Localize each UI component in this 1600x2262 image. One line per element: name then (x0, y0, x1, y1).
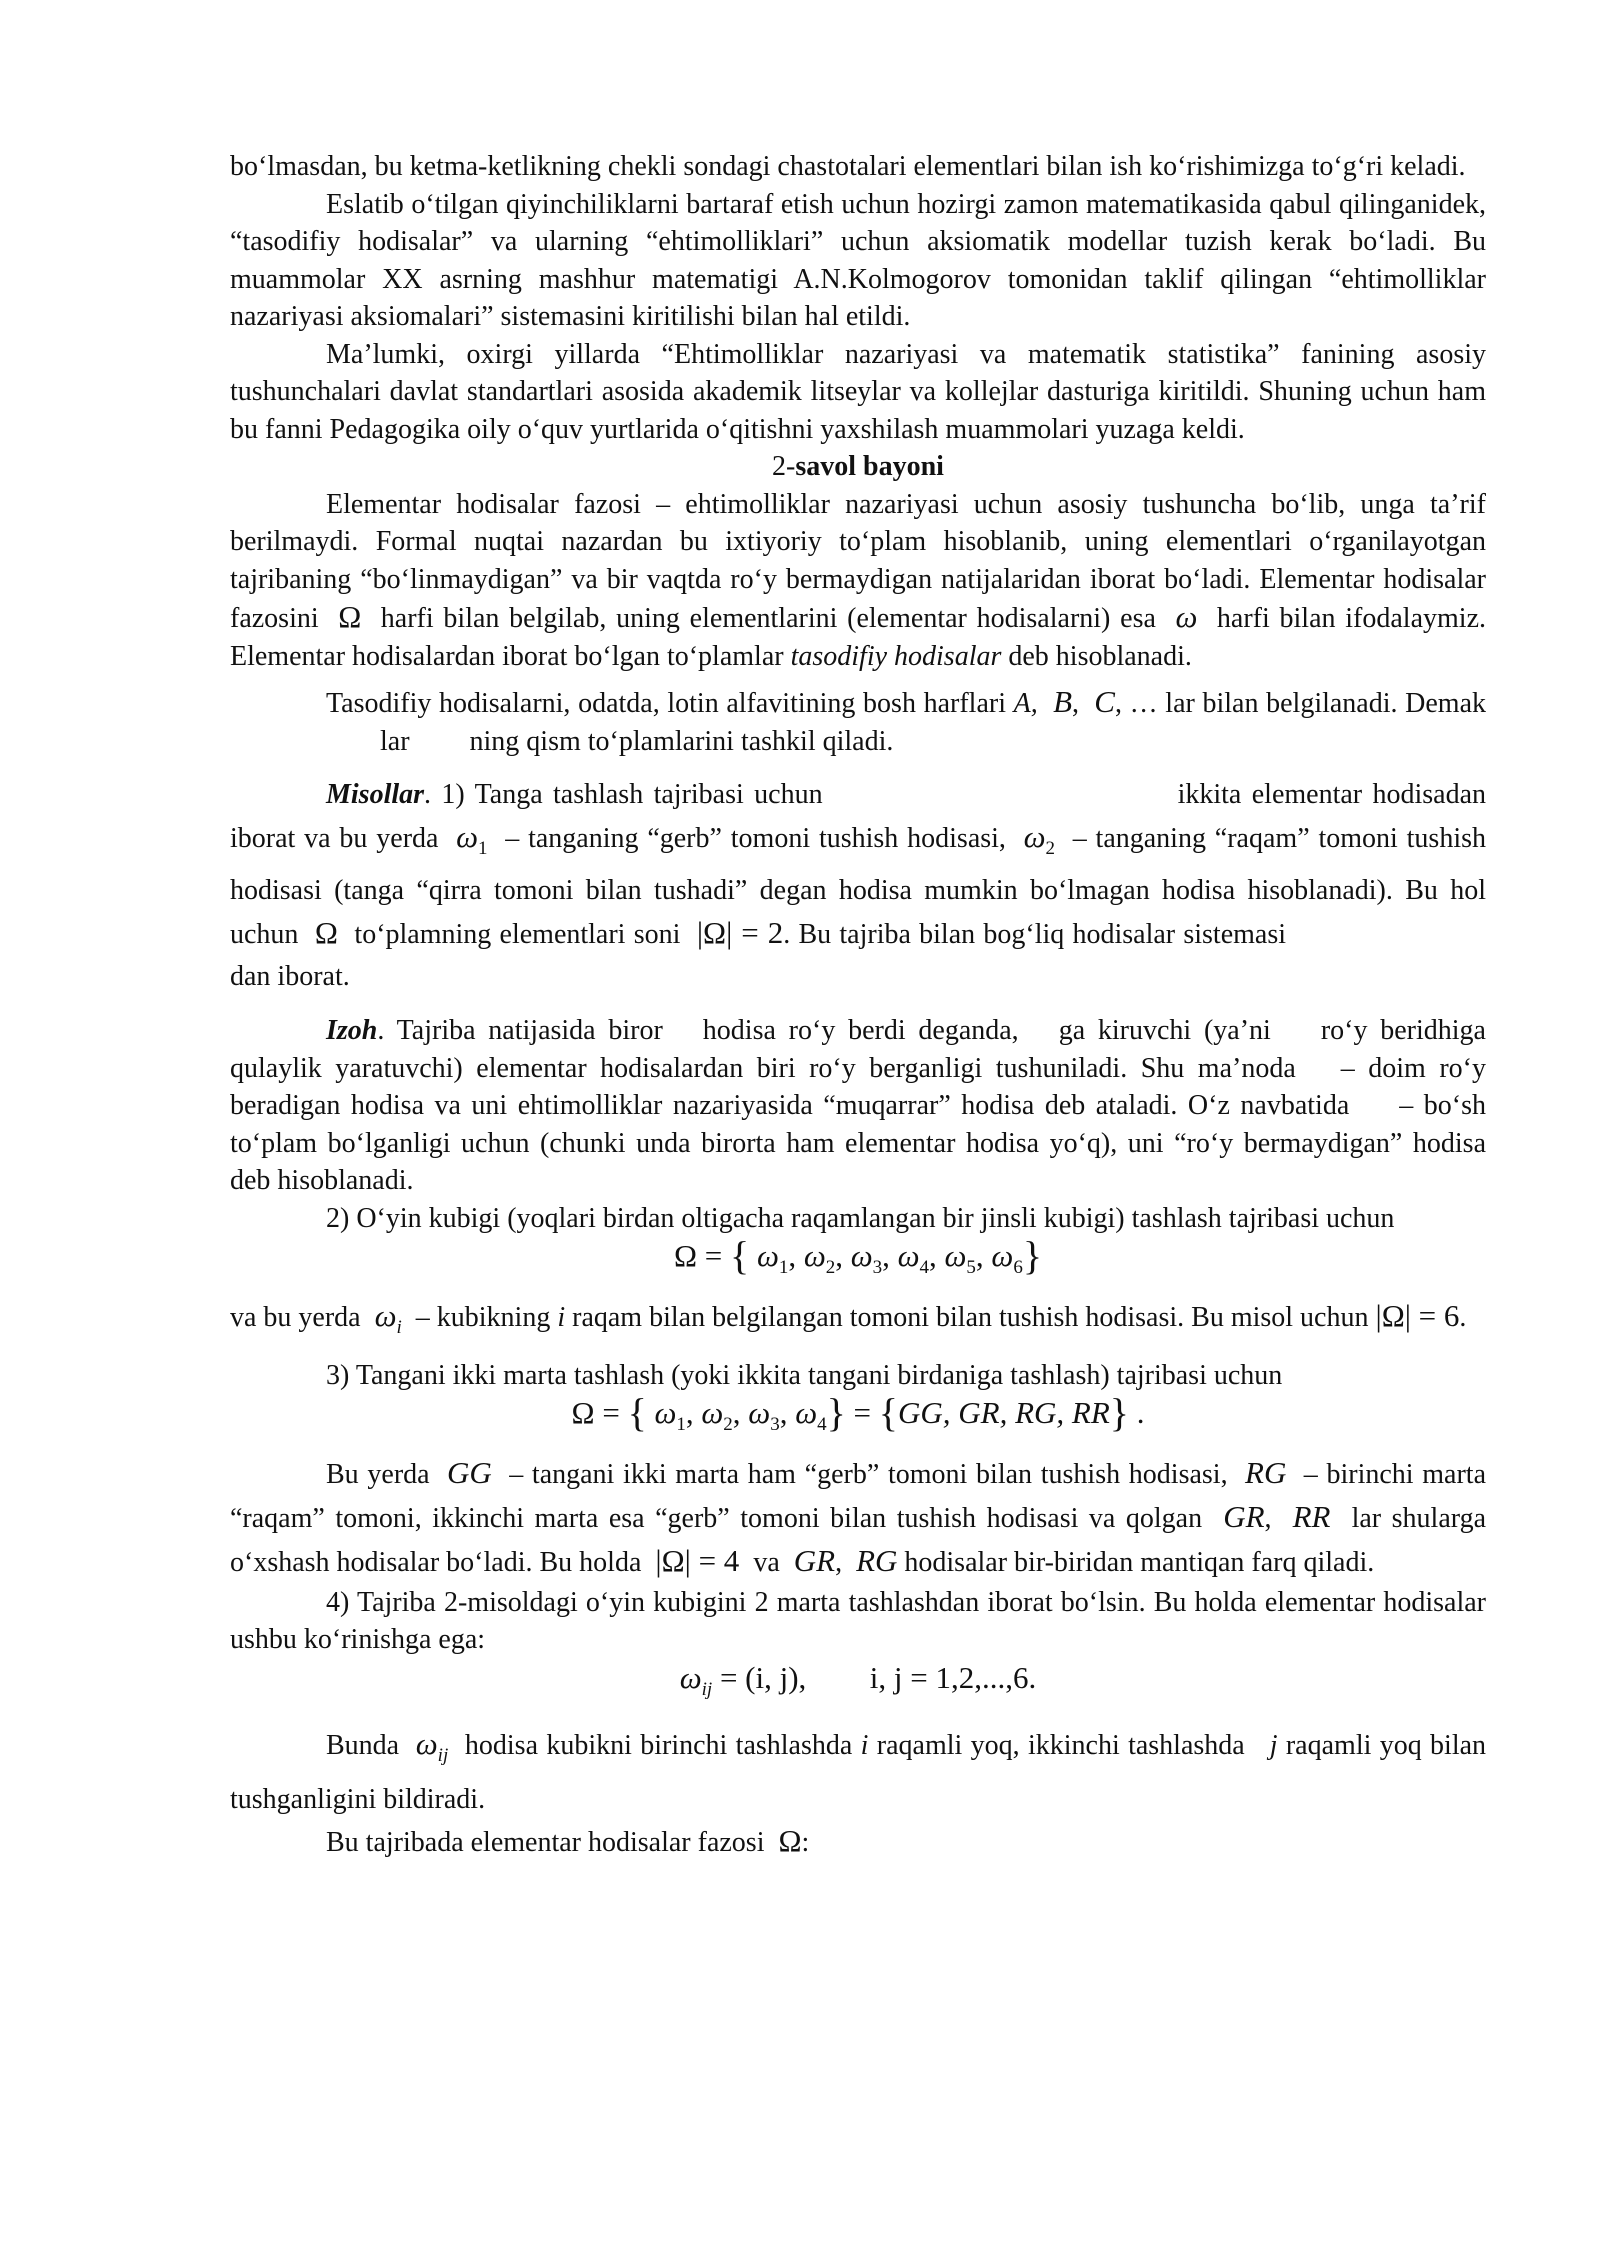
ex4-text-b: Bunda (326, 1730, 400, 1761)
paragraph-example-2b: va bu yerda $\omega_i$ – kubikning i raqam bilan belgilangan tomoni bilan tushish hodisasi. Bu misol uchun |Ω| = 6. (230, 1297, 1467, 1338)
paragraph-example-3: 3) Tangani ikki marta tashlash (yoki ikkita tangani birdaniga tashlash) tajribasi uchun (326, 1359, 1283, 1391)
cardinality-2: |Ω| = 2 (696, 915, 784, 950)
gr-symbol: GR (1223, 1498, 1265, 1534)
omega1-symbol: ω (456, 819, 479, 854)
index-j: j (1269, 1730, 1278, 1761)
ex3-text-d: – birinchi marta “raqam” tomoni, ikkinchi marta esa “gerb” tomoni bilan tushish hodisasi va qolgan (230, 1458, 1487, 1534)
ex3-text-e: lar shularga o‘xshash hodisalar bo‘ladi. Bu holda (230, 1502, 1487, 1578)
omega-ij-sub-2: ij (437, 1745, 449, 1766)
ex4-text-d: raqamli yoq, ikkinchi tashlashda (876, 1730, 1245, 1761)
izoh-text-b: hodisa ro‘y berdi deganda, (702, 1015, 1019, 1046)
rr-symbol: RR (1292, 1498, 1331, 1534)
paragraph-3: Ma’lumki, oxirgi yillarda “Ehtimolliklar nazariyasi va matematik statistika” fanining asosiy tushunchalari davlat standartlari asosida akademik litseylar va kollejlar dasturiga kiritildi. Shuning uchun ham bu fanni Pedagogika oily o‘quv yurtlarida o‘qitishni yaxshilash muammolari yuzaga keldi. (230, 338, 1486, 445)
ex4-text-c: hodisa kubikni birinchi tashlashda (464, 1730, 853, 1761)
ex4-text-e: raqamli yoq bilan tushganligini bildiradi. (230, 1730, 1487, 1815)
omega-symbol-2: Ω (314, 915, 338, 950)
paragraph-examples-1: Misollar. 1) Tanga tashlash tajribasi uchun ikkita elementar hodisadan iborat va bu yerda $\omega_1$ – tanganing “gerb” tomoni tushish hodisasi, $\omega_2$ – tanganing “raqam” tomoni tushish hodisasi (tanga “qirra tomoni bilan tushadi” degan hodisa mumkin bo‘lmagan hodisa hisoblanadi). Bu hol uchun Ω to‘plamning elementlari soni |Ω| = 2. Bu tajriba bilan bog‘liq hodisalar sistemasidan iborat. (230, 779, 1487, 992)
paragraph-example-4b: Bunda $\omega_{ij}$ hodisa kubikni birinchi tashlashda i raqamli yoq, ikkinchi tashlashda j raqamli yoq bilan tushganligini bildiradi. (230, 1726, 1487, 1815)
izoh-label: Izoh (326, 1015, 378, 1046)
ex1-text-f: Bu tajriba bilan bog‘liq hodisalar sistemasi (798, 919, 1287, 950)
ex3-text-g: hodisalar bir-biridan mantiqan farq qiladi. (904, 1546, 1375, 1578)
ex1-text-a: 1) Tanga tashlash tajribasi uchun (441, 779, 823, 810)
omega1-sub: 1 (478, 838, 488, 859)
examples-label: Misollar (326, 779, 425, 810)
izoh-text-f: – bo‘sh to‘plam bo‘lganligi uchun (chunki unda birorta ham elementar hodisa yo‘q), uni “ro‘y bermaydigan” hodisa deb hisoblanadi. (230, 1090, 1486, 1196)
letter-dots: , … (1114, 688, 1158, 719)
paragraph-1: bo‘lmasdan, bu ketma-ketlikning chekli sondagi chastotalari elementlari bilan ish ko‘rishimizga to‘g‘ri keladi. (230, 151, 1466, 182)
paragraph-izoh: Izoh. Tajriba natijasida biror hodisa ro‘y berdi deganda, ga kiruvchi (ya’ni ro‘y beridhiga qulaylik yaratuvchi) elementar hodisalardan biri ro‘y berganligi tushuniladi. Shu ma’noda – doim ro‘y beradigan hodisa va uni ehtimolliklar nazariyasida “muqarrar” hodisa deb ataladi. O‘z navbatida – bo‘sh to‘plam bo‘lganligi uchun (chunki unda birorta ham elementar hodisa yo‘q), uni “ro‘y bermaydigan” hodisa deb hisoblanadi. (230, 1015, 1486, 1196)
ex1-text-g: dan iborat. (230, 961, 350, 992)
ex2-text-c: – kubikning (415, 1301, 551, 1333)
letter-c: C (1094, 684, 1115, 719)
paragraph-last: Bu tajribada elementar hodisalar fazosi Ω: (326, 1823, 810, 1858)
equation-omega-six: Ω = { $\omega_1$, $\omega_2$, $\omega_3$, $\omega_4$, $\omega_5$, $\omega_6$} (673, 1233, 1043, 1278)
p4-text-b: harfi bilan belgilab, uning elementlarini (elementar hodisalarni) esa (380, 603, 1156, 634)
izoh-text-e: – doim ro‘y beradigan hodisa va uni ehtimolliklar nazariyasida “muqarrar” hodisa deb ataladi. O‘z navbatida (230, 1052, 1486, 1121)
p4-text-e: deb hisoblanadi. (1008, 640, 1192, 672)
p4-text-a: Elementar hodisalar fazosi – ehtimolliklar nazariyasi uchun asosiy tushuncha bo‘lib, unga ta’rif berilmaydi. Formal nuqtai nazardan bu ixtiyoriy to‘plam hisoblanib, uning elementlari o‘rganilayotgan tajribaning “bo‘linmaydigan” va bir vaqtda ro‘y bermaydigan natijalaridan iborat bo‘ladi. Elementar hodisalar fazosini (230, 488, 1486, 634)
omega-symbol-last: Ω (778, 1823, 802, 1858)
ex1-text-b: ikkita elementar hodisadan iborat va bu yerda (230, 779, 1487, 854)
paragraph-example-4: 4) Tajriba 2-misoldagi o‘yin kubigini 2 marta tashlashdan iborat bo‘lsin. Bu holda elementar hodisalar ushbu ko‘rinishga ega: (230, 1586, 1486, 1655)
ex3-text-b: Bu yerda (326, 1458, 430, 1490)
p4-text-c: harfi bilan ifodalaymiz. Elementar hodisalardan iborat bo‘lgan to‘plamlar (230, 603, 1487, 672)
ex2-text-b: va bu yerda (230, 1301, 361, 1333)
paragraph-2: Eslatib o‘tilgan qiyinchiliklarni bartaraf etish uchun hozirgi zamon matematikasida qabul qilinganidek, “tasodifiy hodisalar” va ularning “ehtimolliklari” uchun aksiomatik modellar tuzish kerak bo‘ladi. Bu muammolar XX asrning mashhur matematigi A.N.Kolmogorov tomonidan taklif qilingan “ehtimolliklar nazariyasi aksiomalari” sistemasini kiritilishi bilan hal etildi. (230, 188, 1486, 332)
set-gg: GG, GR, RG, RR (897, 1395, 1110, 1430)
omega2-symbol: ω (1023, 819, 1046, 854)
ex3-text-f: va (753, 1546, 780, 1578)
omega-i-symbol: ω (374, 1297, 397, 1333)
ex1-text-e: to‘plamning elementlari soni (354, 919, 681, 950)
paragraph-5: Tasodifiy hodisalarni, odatda, lotin alfavitining bosh harflari A, B, C, … lar bilan belgilanadi. Demaklar ning qism to‘plamlarini tashkil qiladi. (326, 684, 1487, 757)
section-heading (230, 448, 1486, 486)
omega-i-sub: i (396, 1316, 402, 1338)
ex1-text-d: – tanganing “raqam” tomoni tushish hodisasi (tanga “qirra tomoni bilan tushadi” degan hodisa mumkin bo‘lmagan hodisa hisoblanadi). Bu hol uchun (230, 823, 1486, 950)
equation-range: i, j = 1,2,...,6. (869, 1659, 1037, 1695)
izoh-text-d: ro‘y beridhiga qulaylik yaratuvchi) elementar hodisalardan biri ro‘y berganligi tushuniladi. Shu ma’noda (230, 1015, 1486, 1084)
ex2-text-d: raqam bilan belgilangan tomoni bilan tushish hodisasi. Bu misol uchun (572, 1301, 1369, 1333)
p5-text-c: lar (380, 725, 410, 757)
equation-omega-four: Ω = { $\omega_1$, $\omega_2$, $\omega_3$, $\omega_4\} = \{GG$, GR, RG, RR} . (571, 1390, 1145, 1435)
heading-number: 2- (772, 451, 796, 482)
paragraph-example-2: 2) O‘yin kubigi (yoqlari birdan oltigacha raqamlangan bir jinsli kubigi) tashlash tajribasi uchun (326, 1202, 1395, 1234)
gg-symbol: GG (447, 1454, 492, 1490)
cardinality-4: |Ω| = 4 (655, 1542, 740, 1578)
omega2-sub: 2 (1045, 838, 1056, 859)
p5-text-b: lar bilan belgilanadi. Demak (1165, 688, 1487, 719)
rg-symbol-2: RG (856, 1542, 898, 1578)
ex1-text-c: – tanganing “gerb” tomoni tushish hodisasi, (505, 823, 1006, 854)
omega-lower-symbol: ω (1175, 599, 1198, 634)
gr-symbol-2: GR (793, 1542, 836, 1578)
equation-rhs: = (i, j), (719, 1659, 807, 1695)
letter-b: B (1053, 684, 1072, 719)
document-page (230, 148, 1486, 1862)
p5-text-a: Tasodifiy hodisalarni, odatda, lotin alfavitining bosh harflari (326, 688, 1006, 719)
paragraph-example-3b: Bu yerda GG – tangani ikki marta ham “gerb” tomoni bilan tushish hodisasi, RG – birinchi marta “raqam” tomoni, ikkinchi marta esa “gerb” tomoni bilan tushish hodisasi va qolgan GR, RR lar shularga o‘xshash hodisalar bo‘ladi. Bu holda |Ω| = 4 va GR, RG hodisalar bir-biridan mantiqan farq qiladi. (230, 1454, 1487, 1578)
cardinality-6: |Ω| = 6 (1375, 1297, 1460, 1333)
paragraph-4 (230, 486, 1486, 676)
rg-symbol: RG (1245, 1454, 1287, 1490)
heading-text: savol bayoni (795, 451, 944, 482)
equation-omega-ij: $\omega_{ij} = (i$, j), i, j = 1,2,...,6. (679, 1659, 1037, 1700)
last-text: Bu tajribada elementar hodisalar fazosi (326, 1827, 765, 1858)
omega-ij-sub: ij (701, 1678, 713, 1700)
izoh-text-a: Tajriba natijasida biror (396, 1015, 663, 1046)
index-i-2: i (860, 1730, 869, 1761)
ex3-text-c: – tangani ikki marta ham “gerb” tomoni bilan tushish hodisasi, (509, 1458, 1228, 1490)
izoh-text-c: ga kiruvchi (ya’ni (1058, 1015, 1271, 1046)
p4-italic-term: tasodifiy hodisalar (790, 640, 1002, 672)
omega-symbol: Ω (338, 599, 362, 634)
p5-text-d: ning qism to‘plamlarini tashkil qiladi. (469, 725, 894, 757)
letter-a: A, (1013, 688, 1038, 719)
index-i: i (557, 1301, 566, 1333)
